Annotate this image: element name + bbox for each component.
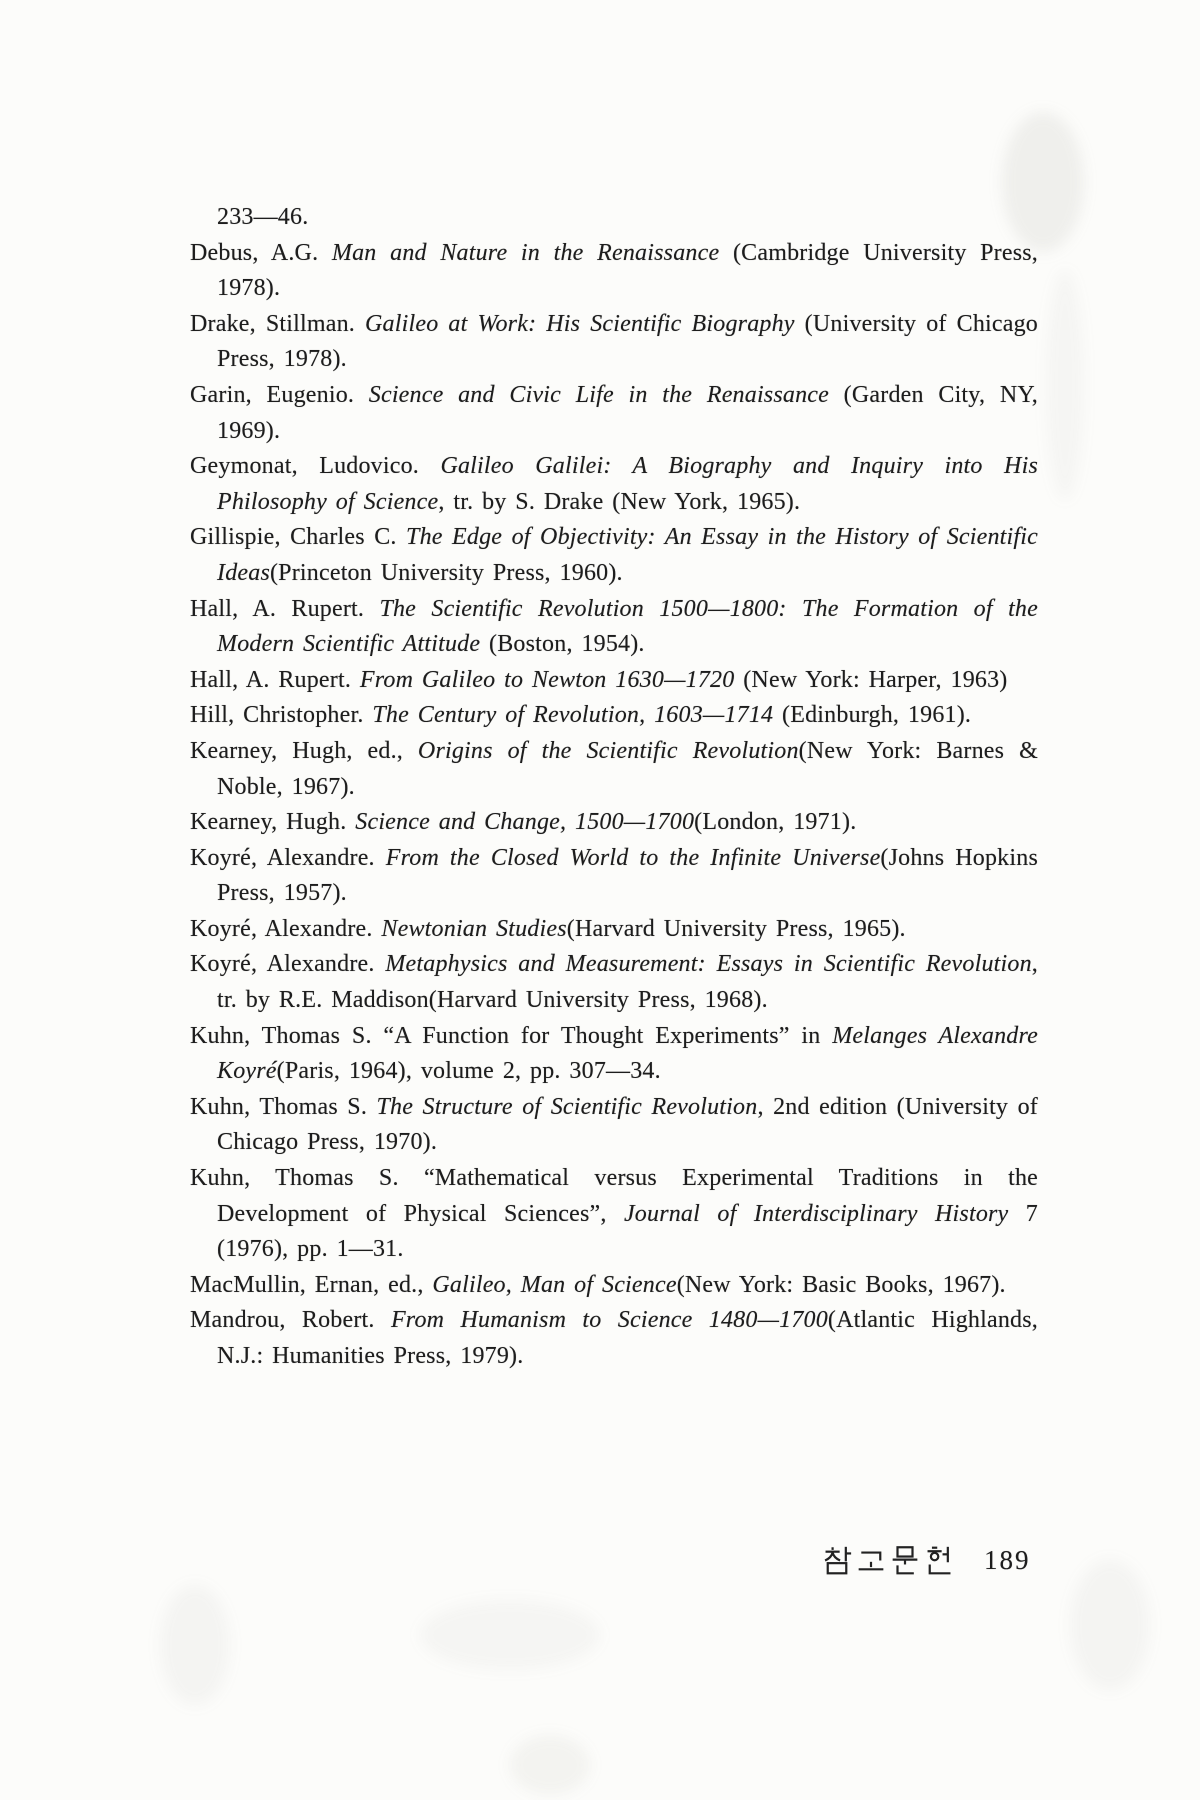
bibliography-entry: Hill, Christopher. The Century of Revolution, 1603—1714 (Edinburgh, 1961). — [190, 702, 972, 729]
bibliography-text-block — [190, 200, 1038, 1375]
hangul-glyph-cham-icon — [822, 1545, 852, 1576]
hangul-glyph-heon-icon — [924, 1545, 954, 1576]
hangul-glyph-mun-icon — [890, 1545, 920, 1576]
scan-smudge — [1046, 270, 1084, 500]
bibliography-entries — [190, 236, 1038, 1375]
bibliography-entry: Koyré, Alexandre. Newtonian Studies(Harvard University Press, 1965). — [190, 915, 906, 942]
bibliography-entry: Geymonat, Ludovico. Galileo Galilei: A Biography and Inquiry into His Philosophy of Science, tr. by S. Drake (New York, 1965). — [190, 453, 1038, 515]
bibliography-entry: Koyré, Alexandre. Metaphysics and Measurement: Essays in Scientific Revolution, tr. by R.E. Maddison(Harvard University Press, 1968). — [190, 951, 1038, 1014]
page-number: 189 — [984, 1545, 1031, 1575]
bibliography-entry: Gillispie, Charles C. The Edge of Objectivity: An Essay in the History of Scientific Ideas(Princeton University Press, 1960). — [190, 524, 1038, 586]
bibliography-entry: Kuhn, Thomas S. The Structure of Scientific Revolution, 2nd edition (University of Chicago Press, 1970). — [190, 1093, 1038, 1156]
bibliography-entry: MacMullin, Ernan, ed., Galileo, Man of Science(New York: Basic Books, 1967). — [190, 1271, 1006, 1298]
bibliography-entry: Debus, A.G. Man and Nature in the Renaissance (Cambridge University Press, 1978). — [190, 239, 1039, 302]
bibliography-entry: Garin, Eugenio. Science and Civic Life in the Renaissance (Garden City, NY, 1969). — [190, 381, 1038, 444]
scan-smudge — [160, 1585, 230, 1705]
bibliography-entry: Drake, Stillman. Galileo at Work: His Scientific Biography (University of Chicago Press, 1978). — [190, 310, 1038, 373]
footer-section-label — [822, 1545, 954, 1576]
scan-smudge — [420, 1600, 600, 1670]
bibliography-entry: Kuhn, Thomas S. “A Function for Thought Experiments” in Melanges Alexandre Koyré(Paris, 1964), volume 2, pp. 307—34. — [190, 1022, 1038, 1085]
bibliography-entry: Mandrou, Robert. From Humanism to Science 1480—1700(Atlantic Highlands, N.J.: Humanities Press, 1979). — [190, 1307, 1038, 1369]
bibliography-entry: Koyré, Alexandre. From the Closed World to the Infinite Universe(Johns Hopkins Press, 1957). — [190, 844, 1038, 907]
scan-smudge — [1002, 112, 1084, 252]
page-footer — [822, 1545, 1031, 1576]
carryover-page-range: 233—46. — [217, 204, 309, 230]
bibliography-entry: Kuhn, Thomas S. “Mathematical versus Experimental Traditions in the Development of Physical Sciences”, Journal of Interdisciplinary History 7 (1976), pp. 1—31. — [190, 1165, 1038, 1263]
bibliography-entry: Hall, A. Rupert. From Galileo to Newton 1630—1720 (New York: Harper, 1963) — [190, 666, 1008, 693]
scan-smudge — [1070, 1560, 1150, 1690]
scan-smudge — [510, 1735, 590, 1795]
bibliography-entry: Kearney, Hugh, ed., Origins of the Scientific Revolution(New York: Barnes & Noble, 1967). — [190, 737, 1038, 800]
bibliography-entry: Kearney, Hugh. Science and Change, 1500—1700(London, 1971). — [190, 809, 857, 836]
bibliography-entry: Hall, A. Rupert. The Scientific Revolution 1500—1800: The Formation of the Modern Scientific Attitude (Boston, 1954). — [190, 595, 1038, 658]
hangul-glyph-go-icon — [856, 1545, 886, 1576]
